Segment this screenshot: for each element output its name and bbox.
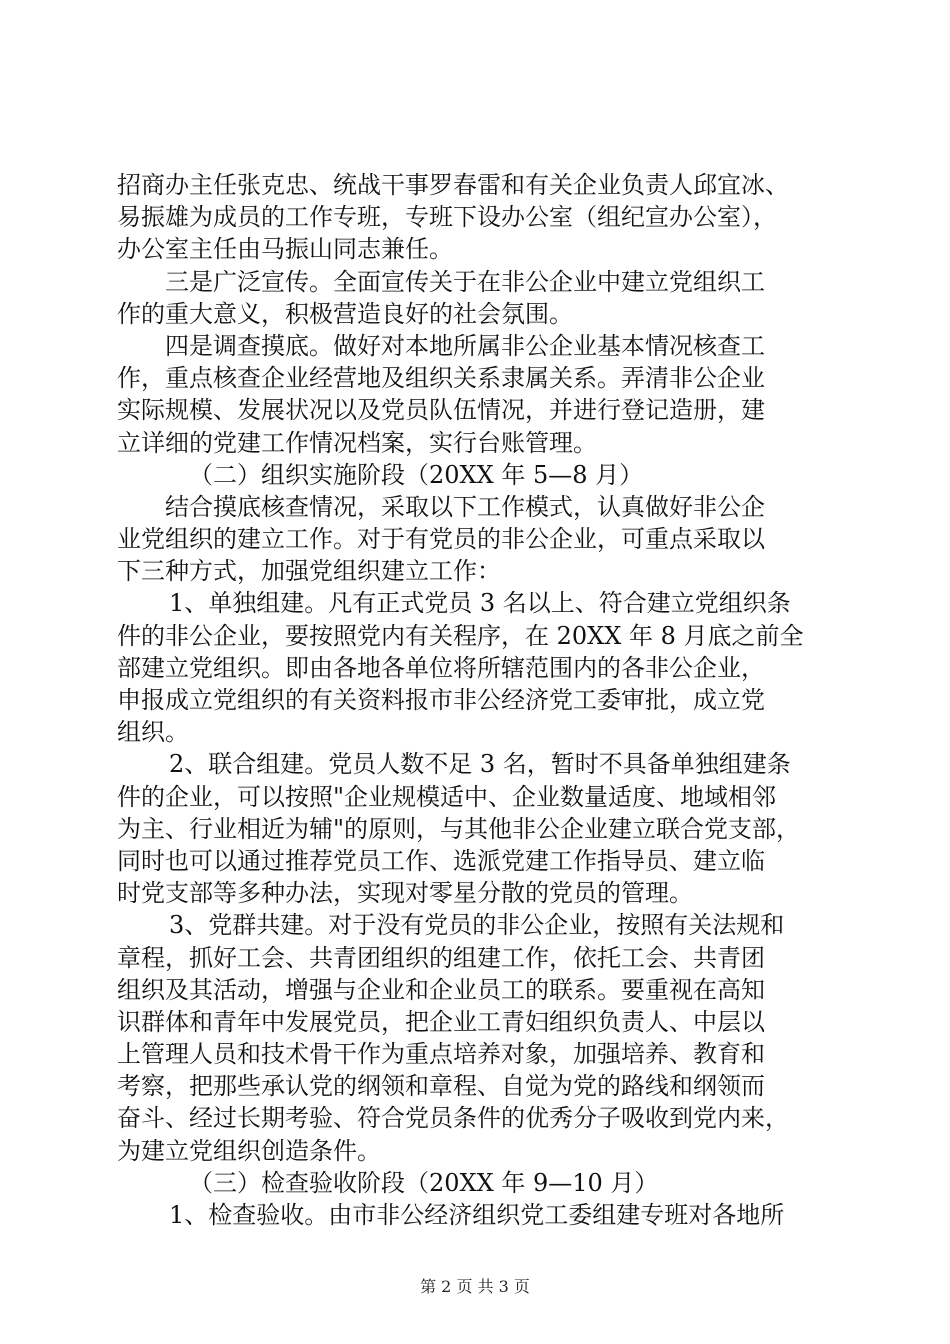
list-item-start: 3、党群共建。对于没有党员的非公企业，按照有关法规和 [169,911,785,940]
paragraph-start: 四是调查摸底。做好对本地所属非公企业基本情况核查工 [165,331,765,360]
text-line: 办公室主任由马振山同志兼任。 [117,235,453,264]
text-line: 实际规模、发展状况以及党员队伍情况，并进行登记造册，建 [117,396,765,425]
document-body [117,169,837,1231]
text-line: 组织及其活动，增强与企业和企业员工的联系。要重视在高知 [117,975,765,1004]
text-line: 业党组织的建立工作。对于有党员的非公企业，可重点采取以 [117,525,765,554]
text-line: 考察，把那些承认党的纲领和章程、自觉为党的路线和纲领而 [117,1072,765,1101]
section-heading: （二）组织实施阶段（20XX 年 5—8 月） [189,460,644,489]
text-line: 同时也可以通过推荐党员工作、选派党建工作指导员、建立临 [117,846,765,875]
text-line: 为建立党组织创造条件。 [117,1136,381,1165]
text-line: 下三种方式，加强党组织建立工作： [117,557,501,586]
page-footer: 第 2 页 共 3 页 [420,1277,530,1296]
list-item-start: 1、检查验收。由市非公经济组织党工委组建专班对各地所 [169,1201,785,1229]
text-line: 招商办主任张克忠、统战干事罗春雷和有关企业负责人邱宜冰、 [117,171,789,199]
text-line: 为主、行业相近为辅"的原则，与其他非公企业建立联合党支部， [117,814,801,843]
text-line: 识群体和青年中发展党员，把企业工青妇组织负责人、中层以 [117,1007,765,1036]
text-line: 时党支部等多种办法，实现对零星分散的党员的管理。 [117,879,693,908]
text-line: 立详细的党建工作情况档案，实行台账管理。 [117,428,597,457]
text-line: 申报成立党组织的有关资料报市非公经济党工委审批，成立党 [117,686,765,714]
text-line: 作的重大意义，积极营造良好的社会氛围。 [117,299,573,328]
text-line: 上管理人员和技术骨干作为重点培养对象，加强培养、教育和 [117,1040,765,1069]
text-line: 组织。 [117,718,189,747]
text-line: 易振雄为成员的工作专班，专班下设办公室（组纪宣办公室）， [117,203,777,232]
paragraph-start: 结合摸底核查情况，采取以下工作模式，认真做好非公企 [165,492,765,521]
paragraph-start: 三是广泛宣传。全面宣传关于在非公企业中建立党组织工 [165,267,765,296]
text-line: 件的企业，可以按照"企业规模适中、企业数量适度、地域相邻 [117,782,777,811]
list-item-start: 1、单独组建。凡有正式党员 3 名以上、符合建立党组织条 [169,589,791,618]
section-heading: （三）检查验收阶段（20XX 年 9—10 月） [189,1168,659,1197]
text-line: 奋斗、经过长期考验、符合党员条件的优秀分子吸收到党内来， [117,1104,789,1133]
text-line: 作，重点核查企业经营地及组织关系隶属关系。弄清非公企业 [117,364,765,393]
text-line: 件的非公企业，要按照党内有关程序，在 20XX 年 8 月底之前全 [117,621,804,650]
text-line: 章程，抓好工会、共青团组织的组建工作，依托工会、共青团 [117,943,765,972]
text-line: 部建立党组织。即由各地各单位将所辖范围内的各非公企业， [117,653,765,682]
list-item-start: 2、联合组建。党员人数不足 3 名，暂时不具备单独组建条 [169,750,791,779]
